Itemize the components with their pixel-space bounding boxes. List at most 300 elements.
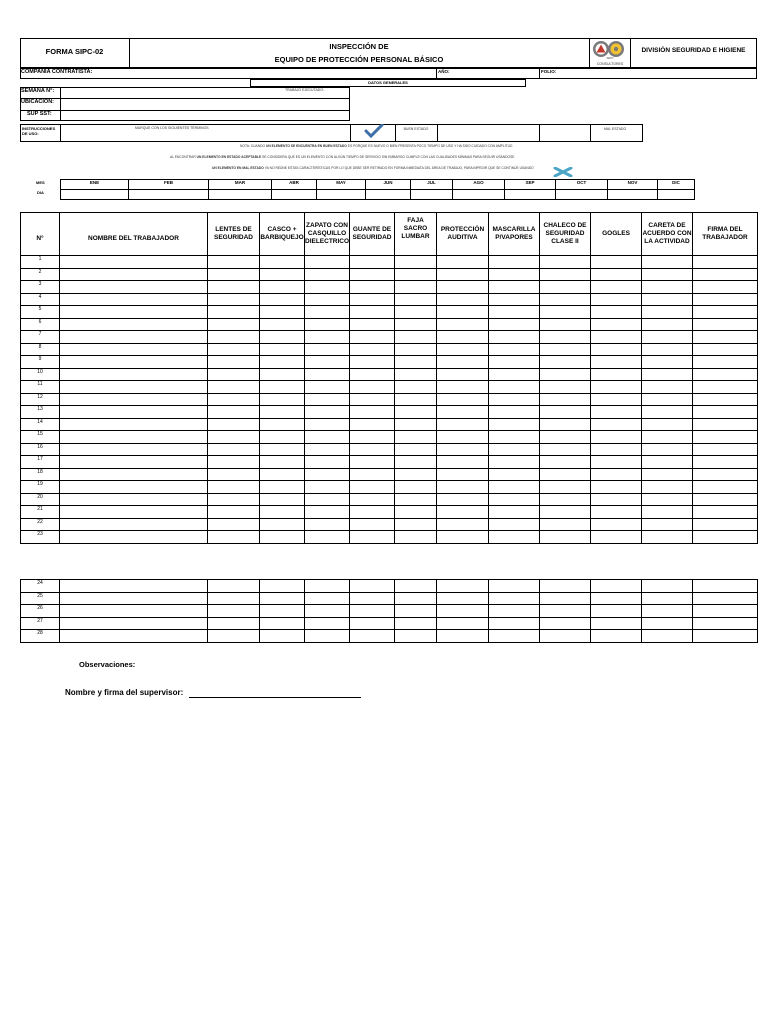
table-cell[interactable] [350,592,395,605]
table-cell[interactable] [60,518,208,531]
table-cell[interactable] [642,630,693,643]
table-cell[interactable] [540,293,591,306]
table-cell[interactable] [260,592,305,605]
table-cell[interactable] [60,630,208,643]
table-cell[interactable] [60,493,208,506]
table-cell[interactable] [540,531,591,544]
table-cell[interactable] [693,293,758,306]
table-cell[interactable] [260,393,305,406]
table-cell[interactable] [60,306,208,319]
table-cell[interactable] [540,268,591,281]
table-cell[interactable] [489,306,540,319]
table-cell[interactable] [350,493,395,506]
table-cell[interactable] [489,617,540,630]
table-cell[interactable] [60,281,208,294]
table-cell[interactable] [260,456,305,469]
table-cell[interactable] [395,580,437,593]
table-cell[interactable] [305,580,350,593]
table-cell[interactable] [60,418,208,431]
table-cell[interactable] [540,630,591,643]
table-cell[interactable] [305,493,350,506]
table-cell[interactable] [305,481,350,494]
table-cell[interactable] [208,381,260,394]
table-cell[interactable] [260,368,305,381]
table-cell[interactable] [60,406,208,419]
table-cell[interactable] [489,443,540,456]
table-cell[interactable] [489,331,540,344]
table-cell[interactable] [540,318,591,331]
table-cell[interactable] [350,456,395,469]
day-cell[interactable] [317,190,366,200]
table-cell[interactable] [260,468,305,481]
table-cell[interactable] [591,605,642,618]
table-cell[interactable] [260,356,305,369]
table-cell[interactable] [591,381,642,394]
table-cell[interactable] [395,431,437,444]
table-cell[interactable] [489,356,540,369]
table-cell[interactable] [260,493,305,506]
table-cell[interactable] [260,605,305,618]
table-cell[interactable] [60,256,208,269]
table-cell[interactable] [642,281,693,294]
table-cell[interactable] [395,630,437,643]
table-cell[interactable] [693,580,758,593]
table-cell[interactable] [260,630,305,643]
table-cell[interactable] [591,331,642,344]
table-cell[interactable] [591,456,642,469]
table-cell[interactable] [540,592,591,605]
table-cell[interactable] [489,268,540,281]
table-cell[interactable] [395,506,437,519]
table-cell[interactable] [208,617,260,630]
table-cell[interactable] [208,406,260,419]
table-cell[interactable] [642,605,693,618]
day-cell[interactable] [556,190,608,200]
table-cell[interactable] [260,418,305,431]
table-cell[interactable] [305,381,350,394]
day-cell[interactable] [453,190,505,200]
table-cell[interactable] [305,531,350,544]
table-cell[interactable] [693,381,758,394]
table-cell[interactable] [489,481,540,494]
table-cell[interactable] [305,406,350,419]
table-cell[interactable] [208,393,260,406]
table-cell[interactable] [591,268,642,281]
table-cell[interactable] [591,518,642,531]
table-cell[interactable] [260,406,305,419]
table-cell[interactable] [305,443,350,456]
table-cell[interactable] [591,256,642,269]
table-cell[interactable] [591,356,642,369]
table-cell[interactable] [693,630,758,643]
table-cell[interactable] [350,531,395,544]
table-cell[interactable] [540,431,591,444]
table-cell[interactable] [489,393,540,406]
table-cell[interactable] [395,406,437,419]
table-cell[interactable] [60,331,208,344]
table-cell[interactable] [642,481,693,494]
table-cell[interactable] [395,356,437,369]
table-cell[interactable] [591,580,642,593]
table-cell[interactable] [395,331,437,344]
table-cell[interactable] [395,293,437,306]
table-cell[interactable] [260,518,305,531]
table-cell[interactable] [489,493,540,506]
table-cell[interactable] [305,306,350,319]
table-cell[interactable] [540,406,591,419]
table-cell[interactable] [437,256,489,269]
table-cell[interactable] [208,268,260,281]
table-cell[interactable] [540,506,591,519]
table-cell[interactable] [208,468,260,481]
table-cell[interactable] [208,531,260,544]
table-cell[interactable] [395,468,437,481]
table-cell[interactable] [642,443,693,456]
table-cell[interactable] [437,468,489,481]
table-cell[interactable] [591,531,642,544]
table-cell[interactable] [208,418,260,431]
table-cell[interactable] [437,630,489,643]
table-cell[interactable] [208,306,260,319]
table-cell[interactable] [693,443,758,456]
table-cell[interactable] [437,381,489,394]
supervisor-signature-line[interactable] [189,697,361,698]
table-cell[interactable] [208,368,260,381]
table-cell[interactable] [60,580,208,593]
table-cell[interactable] [642,431,693,444]
table-cell[interactable] [437,456,489,469]
table-cell[interactable] [60,468,208,481]
table-cell[interactable] [208,481,260,494]
table-cell[interactable] [305,506,350,519]
table-cell[interactable] [540,443,591,456]
table-cell[interactable] [489,418,540,431]
table-cell[interactable] [60,592,208,605]
table-cell[interactable] [591,468,642,481]
table-cell[interactable] [395,456,437,469]
table-cell[interactable] [208,592,260,605]
table-cell[interactable] [693,431,758,444]
table-cell[interactable] [350,418,395,431]
table-cell[interactable] [437,605,489,618]
table-cell[interactable] [395,306,437,319]
table-cell[interactable] [60,531,208,544]
table-cell[interactable] [350,343,395,356]
table-cell[interactable] [642,531,693,544]
table-cell[interactable] [305,343,350,356]
table-cell[interactable] [642,256,693,269]
table-cell[interactable] [540,343,591,356]
table-cell[interactable] [305,617,350,630]
table-cell[interactable] [693,605,758,618]
table-cell[interactable] [305,431,350,444]
table-cell[interactable] [305,592,350,605]
table-cell[interactable] [305,418,350,431]
table-cell[interactable] [540,481,591,494]
table-cell[interactable] [489,318,540,331]
table-cell[interactable] [395,318,437,331]
table-cell[interactable] [350,518,395,531]
table-cell[interactable] [305,281,350,294]
table-cell[interactable] [60,356,208,369]
table-cell[interactable] [208,293,260,306]
table-cell[interactable] [208,318,260,331]
table-cell[interactable] [693,281,758,294]
table-cell[interactable] [540,281,591,294]
table-cell[interactable] [489,531,540,544]
table-cell[interactable] [591,493,642,506]
table-cell[interactable] [60,506,208,519]
table-cell[interactable] [305,293,350,306]
day-cell[interactable] [61,190,129,200]
table-cell[interactable] [693,592,758,605]
table-cell[interactable] [260,443,305,456]
table-cell[interactable] [489,605,540,618]
table-cell[interactable] [208,580,260,593]
table-cell[interactable] [693,268,758,281]
table-cell[interactable] [350,406,395,419]
table-cell[interactable] [350,605,395,618]
table-cell[interactable] [437,431,489,444]
table-cell[interactable] [395,481,437,494]
table-cell[interactable] [642,381,693,394]
table-cell[interactable] [591,343,642,356]
table-cell[interactable] [350,381,395,394]
table-cell[interactable] [260,343,305,356]
table-cell[interactable] [60,481,208,494]
day-cell[interactable] [608,190,658,200]
table-cell[interactable] [350,431,395,444]
table-cell[interactable] [540,580,591,593]
table-cell[interactable] [60,456,208,469]
table-cell[interactable] [260,580,305,593]
table-cell[interactable] [591,592,642,605]
table-cell[interactable] [350,443,395,456]
table-cell[interactable] [395,268,437,281]
table-cell[interactable] [540,518,591,531]
table-cell[interactable] [437,268,489,281]
table-cell[interactable] [693,481,758,494]
table-cell[interactable] [60,605,208,618]
table-cell[interactable] [437,331,489,344]
table-cell[interactable] [260,281,305,294]
table-cell[interactable] [305,331,350,344]
table-cell[interactable] [260,531,305,544]
table-cell[interactable] [395,531,437,544]
table-cell[interactable] [642,393,693,406]
table-cell[interactable] [642,331,693,344]
table-cell[interactable] [489,518,540,531]
table-cell[interactable] [540,331,591,344]
table-cell[interactable] [693,356,758,369]
table-cell[interactable] [540,617,591,630]
day-cell[interactable] [411,190,453,200]
table-cell[interactable] [591,406,642,419]
table-cell[interactable] [350,331,395,344]
table-cell[interactable] [350,630,395,643]
table-cell[interactable] [642,580,693,593]
table-cell[interactable] [540,256,591,269]
table-cell[interactable] [350,281,395,294]
table-cell[interactable] [693,368,758,381]
table-cell[interactable] [208,605,260,618]
table-cell[interactable] [395,256,437,269]
table-cell[interactable] [642,268,693,281]
table-cell[interactable] [60,343,208,356]
table-cell[interactable] [260,306,305,319]
table-cell[interactable] [693,406,758,419]
table-cell[interactable] [489,580,540,593]
table-cell[interactable] [437,306,489,319]
table-cell[interactable] [437,443,489,456]
table-cell[interactable] [350,617,395,630]
table-cell[interactable] [642,506,693,519]
table-cell[interactable] [591,306,642,319]
table-cell[interactable] [642,418,693,431]
table-cell[interactable] [260,331,305,344]
table-cell[interactable] [260,293,305,306]
table-cell[interactable] [260,617,305,630]
table-cell[interactable] [437,617,489,630]
table-cell[interactable] [305,630,350,643]
table-cell[interactable] [489,468,540,481]
table-cell[interactable] [489,592,540,605]
day-cell[interactable] [505,190,556,200]
table-cell[interactable] [350,306,395,319]
table-cell[interactable] [437,281,489,294]
table-cell[interactable] [437,368,489,381]
table-cell[interactable] [591,281,642,294]
table-cell[interactable] [642,518,693,531]
table-cell[interactable] [60,431,208,444]
table-cell[interactable] [395,418,437,431]
table-cell[interactable] [260,268,305,281]
day-cell[interactable] [272,190,317,200]
table-cell[interactable] [437,318,489,331]
table-cell[interactable] [437,343,489,356]
table-cell[interactable] [437,406,489,419]
table-cell[interactable] [350,580,395,593]
table-cell[interactable] [540,306,591,319]
table-cell[interactable] [395,605,437,618]
table-cell[interactable] [693,256,758,269]
table-cell[interactable] [350,356,395,369]
table-cell[interactable] [395,493,437,506]
table-cell[interactable] [395,518,437,531]
table-cell[interactable] [395,281,437,294]
table-cell[interactable] [642,343,693,356]
table-cell[interactable] [260,318,305,331]
table-cell[interactable] [208,506,260,519]
table-cell[interactable] [208,518,260,531]
table-cell[interactable] [540,393,591,406]
table-cell[interactable] [437,518,489,531]
table-cell[interactable] [208,256,260,269]
table-cell[interactable] [395,592,437,605]
table-cell[interactable] [642,368,693,381]
table-cell[interactable] [437,356,489,369]
table-cell[interactable] [540,468,591,481]
table-cell[interactable] [208,456,260,469]
table-cell[interactable] [350,506,395,519]
table-cell[interactable] [693,343,758,356]
table-cell[interactable] [60,318,208,331]
table-cell[interactable] [642,493,693,506]
table-cell[interactable] [395,443,437,456]
table-cell[interactable] [591,617,642,630]
day-cell[interactable] [366,190,411,200]
table-cell[interactable] [208,630,260,643]
table-cell[interactable] [260,506,305,519]
table-cell[interactable] [693,617,758,630]
table-cell[interactable] [642,318,693,331]
table-cell[interactable] [437,493,489,506]
table-cell[interactable] [693,418,758,431]
table-cell[interactable] [305,318,350,331]
table-cell[interactable] [305,268,350,281]
table-cell[interactable] [305,356,350,369]
table-cell[interactable] [437,393,489,406]
table-cell[interactable] [60,381,208,394]
table-cell[interactable] [60,443,208,456]
table-cell[interactable] [60,293,208,306]
table-cell[interactable] [350,368,395,381]
table-cell[interactable] [591,393,642,406]
table-cell[interactable] [489,456,540,469]
table-cell[interactable] [60,268,208,281]
table-cell[interactable] [305,456,350,469]
table-cell[interactable] [437,531,489,544]
table-cell[interactable] [642,293,693,306]
table-cell[interactable] [489,506,540,519]
table-cell[interactable] [693,493,758,506]
table-cell[interactable] [693,506,758,519]
table-cell[interactable] [60,393,208,406]
table-cell[interactable] [208,331,260,344]
table-cell[interactable] [540,418,591,431]
table-cell[interactable] [642,592,693,605]
table-cell[interactable] [208,493,260,506]
table-cell[interactable] [693,331,758,344]
table-cell[interactable] [437,481,489,494]
table-cell[interactable] [305,468,350,481]
table-cell[interactable] [350,468,395,481]
table-cell[interactable] [208,443,260,456]
table-cell[interactable] [350,293,395,306]
table-cell[interactable] [693,393,758,406]
table-cell[interactable] [305,605,350,618]
table-cell[interactable] [591,443,642,456]
table-cell[interactable] [693,518,758,531]
table-cell[interactable] [395,343,437,356]
table-cell[interactable] [489,293,540,306]
table-cell[interactable] [350,318,395,331]
table-cell[interactable] [437,592,489,605]
table-cell[interactable] [540,493,591,506]
table-cell[interactable] [489,381,540,394]
table-cell[interactable] [540,605,591,618]
table-cell[interactable] [437,418,489,431]
table-cell[interactable] [260,431,305,444]
table-cell[interactable] [642,356,693,369]
table-cell[interactable] [489,281,540,294]
table-cell[interactable] [350,481,395,494]
table-cell[interactable] [208,343,260,356]
table-cell[interactable] [642,406,693,419]
table-cell[interactable] [642,468,693,481]
table-cell[interactable] [591,368,642,381]
table-cell[interactable] [395,381,437,394]
